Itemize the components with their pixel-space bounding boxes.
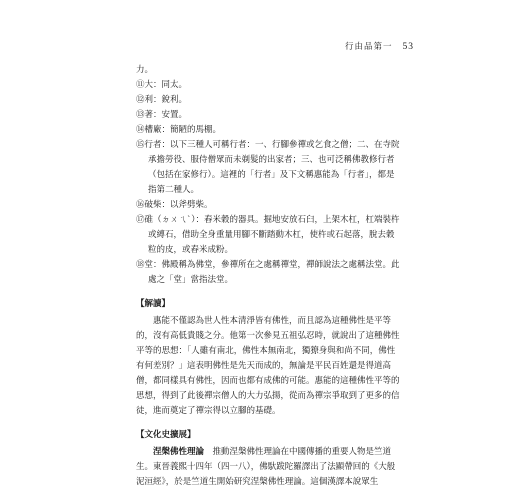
- culture-paragraph: [136, 445, 400, 490]
- note-14: ⑭槽廠：簡陋的馬棚。: [136, 125, 222, 135]
- note-11: ⑪大：同太。: [136, 80, 188, 90]
- note-17: ⑰碓（ㄉㄨㄟˋ）：舂米穀的器具。掘地安放石臼，上架木杠，杠端裝杵或縛石，借助全身重量用腳不斷踏動木杠，使杵或石起落，脫去穀粒的皮，或舂米成粉。: [136, 215, 400, 255]
- note-18: ⑱堂：佛殿稱為佛堂，參禪所在之處稱禪堂，禪師說法之處稱法堂。此處之「堂」當指法堂。: [136, 260, 400, 285]
- notes-list: [136, 78, 400, 288]
- running-header: [345, 40, 414, 52]
- culture-term: 涅槃佛性理論: [153, 447, 205, 457]
- page-body: [136, 63, 400, 490]
- commentary-heading: 【解讀】: [136, 299, 171, 309]
- note-12: ⑫利：銳利。: [136, 95, 188, 105]
- note-15: ⑮行者：以下三種人可稱行者：一、行腳參禪或乞食之僧；二、在寺院承擔勞役、服侍僧眾而未剃髮的出家者；三、也可泛稱佛教修行者（包括在家修行）。這裡的「行者」及下文稱惠能為「行者」，都是指第二種人。: [136, 140, 400, 195]
- culture-heading: 【文化史擴展】: [136, 430, 196, 440]
- chapter-title: 行由品第一: [344, 42, 393, 52]
- note-16: ⑯破柴：以斧劈柴。: [136, 200, 213, 210]
- page-number: 53: [402, 42, 414, 52]
- note-13: ⑬著：安置。: [136, 110, 188, 120]
- culture-text: 推動涅槃佛性理論在中國傳播的重要人物是竺道生。東晉義熙十四年（四一八），佛馱跋陀羅譯出了法顯帶回的《大般泥洹經》，於是竺道生開始研究涅槃佛性理論。這個漢譯本說眾生: [136, 447, 396, 487]
- continued-line: 力。: [136, 65, 154, 75]
- commentary-text: 惠能不僅認為世人性本清淨皆有佛性，而且認為這種佛性是平等的，沒有高低貴賤之分。他第一次參見五祖弘忍時，就說出了這種佛性平等的思想：「人雖有南北，佛性本無南北，獨獠身與和尚不同，佛性有何差別？」這表明佛性是先天而成的，無論是平民百姓還是得道高僧，都同樣具有佛性，因而也都有成佛的可能。惠能的這種佛性平等的思想，得到了此後禪宗僧人的大力弘揚，從而為禪宗爭取到了更多的信徒，進而奠定了禪宗得以立腳的基礎。: [136, 316, 400, 416]
